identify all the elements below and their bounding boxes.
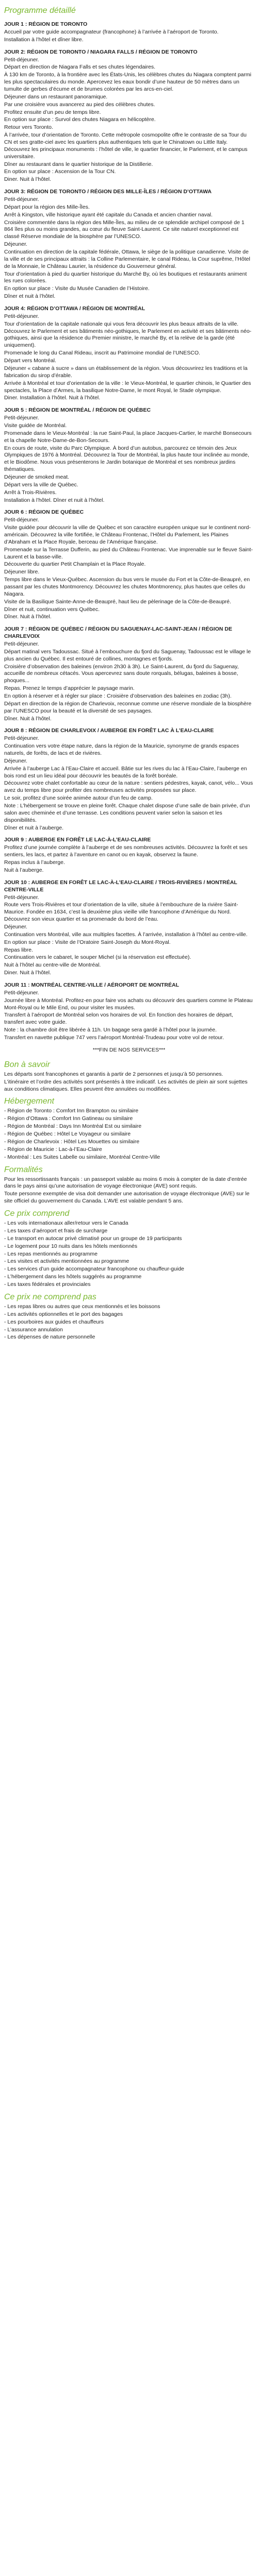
bon-a-savoir-body [4,1071,254,1093]
list-item: - Le transport en autocar privé climatisé pour un groupe de 19 participants [4,1235,254,1243]
day-paragraph: Repas. Prenez le temps d’apprécier le paysage marin. [4,685,135,692]
day-paragraph: Départ matinal vers Tadoussac. Situé à l’embouchure du fjord du Saguenay, Tadoussac est le village le plus ancien du Québec. Il est entouré de collines, montagnes et fjords. [4,648,251,662]
day-paragraph: Profitez d’une journée complète à l’auberge et de ses nombreuses activités. Découvrez la forêt et ses sentiers, les lacs, et partez à l’aventure en canot ou en kayak, observez la faune. [4,844,248,858]
hebergement-title: Hébergement [4,1097,54,1106]
day-paragraph: Installation à l’hôtel. Dîner et nuit à l’hôtel. [4,497,105,503]
list-item: - Région de Toronto : Comfort Inn Brampton ou similaire [4,1108,254,1115]
day-paragraph: Déjeuner. [4,757,27,764]
list-item: - Région de Charlevoix : Hôtel Les Mouettes ou similaire [4,1139,254,1146]
bon-a-savoir-title: Bon à savoir [4,1060,50,1069]
day-paragraph: Continuation vers Montréal, ville aux multiples facettes. À l’arrivée, installation à l’hôtel au centre-ville. [4,931,248,938]
list-item: - Les repas libres ou autres que ceux mentionnés et les boissons [4,1303,254,1311]
day-paragraph: Déjeuner. [4,241,27,248]
day-paragraph: Tour d’orientation de la capitale nationale qui vous fera découvrir les plus beaux attraits de la ville. Découvrez le Parlement et ses bâtiments néo-gothiques, le Parlement en activité et ses bâtiments néo-gothiques, ainsi que la résidence du Premier ministre, le marché By, et la relève de la garde (été uniquement). [4,320,252,349]
programme-title: Programme détaillé [4,6,76,15]
formalites-body [4,1176,254,1205]
day-paragraph: Installation à l’hôtel et dîner libre. [4,36,84,43]
day-paragraph: Petit-déjeuner. [4,894,39,901]
day-paragraph: Nuit à l’hôtel au centre-ville de Montréal. [4,962,101,969]
list-item: - Région de Montréal : Days Inn Montréal Est ou similaire [4,1123,254,1130]
list-item: - Région d’Ottawa : Comfort Inn Gatineau ou similaire [4,1115,254,1123]
day-title: JOUR 7 : RÉGION DE QUÉBEC / RÉGION DU SAGUENAY-LAC-SAINT-JEAN / RÉGION DE CHARLEVOIX [4,626,232,640]
day-paragraph: Dîner et nuit à l’hôtel. [4,293,56,300]
day-paragraph: Diner. Installation à l’hôtel. Nuit à l’hôtel. [4,395,101,401]
day-paragraph: Note : L’hébergement se trouve en pleine forêt. Chaque chalet dispose d’une salle de bain privée, d’un salon avec cheminée et d’une terrasse. Les conditions peuvent varier selon la saison et les disponibilités. [4,803,250,823]
prix-ne-comprend-pas-title: Ce prix ne comprend pas [4,1292,96,1301]
list-item: - Les visites et activités mentionnées au programme [4,1258,254,1265]
day-paragraph: Petit-déjeuner. [4,56,39,63]
day-paragraph: Découvrez votre chalet confortable au cœur de la nature : sentiers pédestres, kayak, canot, vélo... Vous avez du temps libre pour profiter des nombreuses activités proposées sur place. [4,780,253,794]
day-paragraph: Visite guidée de Montréal. [4,422,67,429]
hebergement-list [4,1108,254,1161]
day-paragraph: Journée libre à Montréal. Profitez-en pour faire vos achats ou découvrir des quartiers comme le Plateau Mont-Royal ou le Mile End, ou pour visiter les musées. [4,997,253,1011]
day-paragraph: Promenade le long du Canal Rideau, inscrit au Patrimoine mondial de l’UNESCO. [4,350,200,357]
day-title: JOUR 11 : MONTRÉAL CENTRE-VILLE / AÉROPORT DE MONTRÉAL [4,981,179,988]
list-item: - Région de Mauricie : Lac-à-l’Eau-Claire [4,1146,254,1154]
list-item: - Les services d’un guide accompagnateur francophone ou chauffeur-guide [4,1266,254,1273]
formalites-title: Formalités [4,1165,43,1174]
list-item: - Le logement pour 10 nuits dans les hôtels mentionnés [4,1243,254,1250]
day-paragraph: Croisière commentée dans la région des Mille-Îles, au milieu de ce splendide archipel composé de 1 864 îles plus ou moins grandes, au cœur du fleuve Saint-Laurent. Ce site naturel exceptionnel est classé Réserve mondiale de la biosphère par l’UNESCO. [4,219,245,240]
day-paragraph: En option sur place : Visite du Musée Canadien de l’Histoire. [4,285,150,292]
day-paragraph: Diner. Nuit à l’hôtel. [4,176,52,183]
day-paragraph: Petit-déjeuner. [4,517,39,523]
day-paragraph: Nuit à l’auberge. [4,867,44,873]
day-paragraph: Dîner. Nuit à l’hôtel. [4,614,52,620]
day-paragraph: Transfert en navette publique 747 vers l’aéroport Montréal-Trudeau pour votre vol de retour. [4,1034,224,1041]
day-title: JOUR 3: RÉGION DE TORONTO / RÉGION DES MILLE-ÎLES / RÉGION D’OTTAWA [4,189,212,195]
day-paragraph: Accueil par votre guide accompagnateur (francophone) à l’arrivée à l’aéroport de Toronto. [4,28,219,35]
list-item: - Les pourboires aux guides et chauffeurs [4,1319,254,1326]
day-paragraph: Départ pour la région des Mille-Îles. [4,204,90,210]
list-item: - Les activités optionnelles et le port des bagages [4,1311,254,1318]
day-paragraph: Continuation en direction de la capitale fédérale, Ottawa, le siège de la politique canadienne. Visite de la ville et de ses principaux attraits : la Colline Parlementaire, le canal Rideau, la Cour suprême, l’Hôtel de la Monnaie, le Château Laurier, la résidence du Gouverneur général. [4,249,250,269]
day-paragraph: Transfert à l’aéroport de Montréal selon vos horaires de vol. En fonction des horaires de départ, transfert avec votre guide. [4,1012,233,1026]
day-paragraph: Petit-déjeuner. [4,415,39,421]
day-paragraph: Route vers Trois-Rivières et tour d’orientation de la ville, située à l’embouchure de la rivière Saint-Maurice. Fondée en 1634, c’est la deuxième plus vieille ville francophone d’Amérique du Nord. Découvrez son vieux quartier et sa promenade du bord de l’eau. [4,902,238,923]
list-item: - Les repas mentionnés au programme [4,1251,254,1258]
day-paragraph: Petit-déjeuner. [4,313,39,319]
day-paragraph: Diner. Nuit à l’hôtel. [4,970,52,976]
day-paragraph: Promenade dans le Vieux-Montréal : la rue Saint-Paul, la place Jacques-Cartier, le marché Bonsecours et la chapelle Notre-Dame-de-Bon-Secours. [4,430,252,444]
day-paragraph: Déjeuner « cabane à sucre » dans un établissement de la région. Vous découvrirez les traditions et la fabrication du sirop d’érable. [4,365,248,379]
day-paragraph: Tour d’orientation à pied du quartier historique du Marché By, où les boutiques et restaurants animent les rues colorées. [4,270,247,284]
programme-days [4,21,254,1042]
day-paragraph: Petit-déjeuner. [4,989,39,996]
paragraph: L’itinéraire et l’ordre des activités sont présentés à titre indicatif. Les activités de plein air sont sujettes aux conditions climatiques. Elles peuvent être annulées ou modifiées. [4,1078,248,1092]
day-paragraph: Petit-déjeuner. [4,641,39,647]
day-paragraph: Départ vers Montréal. [4,358,56,364]
day-paragraph: À l’arrivée, tour d’orientation de Toronto. Cette métropole cosmopolite offre le contraste de sa Tour du CN et ses gratte-ciel avec les quartiers plus authentiques tels que le Chinatown ou Little Italy. Découvrez les principaux monuments : l’hôtel de ville, le quartier financier, le Parlement, et le campus universitaire. [4,132,248,160]
day-paragraph: Dîner au restaurant dans le quartier historique de la Distillerie. [4,161,153,167]
list-item: - L’hébergement dans les hôtels suggérés au programme [4,1274,254,1281]
day-paragraph: Arrêt à Kingston, ville historique ayant été capitale du Canada et ancien chantier naval. [4,211,213,218]
day-paragraph: Arrivée à l’auberge Lac à l’Eau-Claire et accueil. Bâtie sur les rives du lac à l’Eau-Claire, l’auberge en bois rond est un lieu idéal pour découvrir les beautés de la forêt boréale. [4,765,247,779]
day-title: JOUR 4: RÉGION D’OTTAWA / RÉGION DE MONTRÉAL [4,306,146,312]
day-paragraph: Retour vers Toronto. [4,124,53,131]
list-item: - L’assurance annulation [4,1327,254,1334]
day-paragraph: Petit-déjeuner. [4,196,39,203]
day-paragraph: Découverte du quartier Petit Champlain et la Place Royale. [4,561,146,568]
day-title: JOUR 8 : RÉGION DE CHARLEVOIX / AUBERGE EN FORÊT LAC À L’EAU-CLAIRE [4,727,214,734]
prix-ne-comprend-pas-list [4,1303,254,1341]
day-paragraph: En option à réserver et à régler sur place : Croisière d’observation des baleines en zodiac (3h). [4,693,232,700]
day-paragraph: Déjeuner. [4,923,27,930]
day-paragraph: Déjeuner libre. [4,569,40,575]
list-item: - Les taxes fédérales et provinciales [4,1281,254,1289]
day-paragraph: Départ vers la ville de Québec. [4,481,78,488]
day-paragraph: Continuation vers le cabaret, le souper Michel (si la réservation est effectuée). [4,954,191,961]
prix-comprend-list [4,1220,254,1289]
day-paragraph: Repas inclus à l’auberge. [4,859,65,866]
day-paragraph: En cours de route, visite du Parc Olympique. À bord d’un autobus, parcourez ce témoin des Jeux Olympiques de 1976 à Montréal. Découvrez la Tour de Montréal, la plus haute tour inclinée au monde, et le Biodôme. Nous vous présenterons le Jardin botanique de Montréal et ses nombreux jardins thématiques. [4,445,249,473]
day-paragraph: Continuation vers votre étape nature, dans la région de la Mauricie, synonyme de grands espaces naturels, de forêts, de lacs et de rivières. [4,743,239,757]
day-paragraph: À 130 km de Toronto, à la frontière avec les États-Unis, les célèbres chutes du Niagara comptent parmi les plus spectaculaires du monde. Apercevez les eaux bondir d’une hauteur de 50 mètres dans un tumulte de gerbes d’écume et de brumes colorées par les arcs-en-ciel. [4,72,251,92]
day-title: JOUR 6 : RÉGION DE QUÉBEC [4,509,84,516]
day-paragraph: Dîner et nuit à l’auberge. [4,824,63,831]
day-paragraph: Petit-déjeuner. [4,735,39,742]
day-paragraph: Note : la chambre doit être libérée à 11h. Un bagage sera gardé à l’hôtel pour la journée. [4,1027,217,1033]
day-title: JOUR 5 : RÉGION DE MONTRÉAL / RÉGION DE QUÉBEC [4,407,151,414]
day-title: JOUR 2: RÉGION DE TORONTO / NIAGARA FALLS / RÉGION DE TORONTO [4,48,198,55]
day-paragraph: Par une croisière vous avancerez au pied des célèbres chutes. [4,101,155,108]
day-paragraph: Le soir, profitez d’une soirée animée autour d’un feu de camp. [4,795,153,802]
paragraph: Les départs sont francophones et garantis à partir de 2 personnes et jusqu’à 50 personnes. [4,1071,223,1077]
list-item: - Les dépenses de nature personnelle [4,1334,254,1341]
day-paragraph: En option sur place : Survol des chutes Niagara en hélicoptère. [4,116,156,123]
end-of-services: ***FIN DE NOS SERVICES*** [92,1046,166,1053]
day-paragraph: En option sur place : Ascension de la Tour CN. [4,168,116,175]
list-item: - Montréal : Les Suites Labelle ou similaire, Montréal Centre-Ville [4,1154,254,1161]
day-paragraph: Dîner et nuit, continuation vers Québec. [4,606,100,613]
prix-comprend-title: Ce prix comprend [4,1209,70,1218]
list-item: - Les vols internationaux aller/retour vers le Canada [4,1220,254,1227]
day-paragraph: Visite guidée pour découvrir la ville de Québec et son caractère européen unique sur le continent nord-américain. Découvrez la ville fortifiée, le Château Frontenac, l’Hôtel du Parlement, les Plaines d’Abraham et la Place Royale, berceau de l’Amérique française. [4,524,251,545]
list-item: - Les taxes d’aéroport et frais de surcharge [4,1228,254,1235]
day-paragraph: Dîner. Nuit à l’hôtel. [4,715,52,722]
day-paragraph: Croisière d’observation des baleines (environ 2h30 à 3h). Le Saint-Laurent, du fjord du Saguenay, accueille de nombreux cétacés. Vous apercevrez sans doute rorquals, bélugas, baleines à bosse, phoques... [4,663,239,684]
day-title: JOUR 9 : AUBERGE EN FORÊT LE LAC-À-L’EAU-CLAIRE [4,837,151,843]
day-paragraph: Repas libre. [4,946,34,953]
paragraph: Toute personne exemptée de visa doit demander une autorisation de voyage électronique (AVE) sur le site officiel du gouvernement du Canada. L’AVE est valable pendant 5 ans. [4,1191,250,1205]
day-paragraph: Déjeuner dans un restaurant panoramique. [4,93,108,100]
day-paragraph: Temps libre dans le Vieux-Québec. Ascension du bus vers le musée du Fort et la Côte-de-Beaupré, en passant par les chutes Montmorency. Découvrez les chutes Montmorency, plus hautes que celles du Niagara. [4,577,250,597]
day-paragraph: Déjeuner de smoked meat. [4,473,70,480]
day-paragraph: Arrivée à Montréal et tour d’orientation de la ville : le Vieux-Montréal, le quartier chinois, le Quartier des spectacles, la Place d’Armes, la basilique Notre-Dame, le mont Royal, le Stade olympique. [4,380,251,394]
paragraph: Pour les ressortissants français : un passeport valable au moins 6 mois à compter de la date d’entrée dans le pays ainsi qu’une autorisation de voyage électronique (AVE) sont requis. [4,1176,247,1190]
day-paragraph: En option sur place : Visite de l’Oratoire Saint-Joseph du Mont-Royal. [4,939,171,945]
day-paragraph: Départ en direction de Niagara Falls et ses chutes légendaires. [4,64,155,71]
list-item: - Région de Québec : Hôtel Le Voyageur ou similaire [4,1131,254,1138]
day-title: JOUR 10 : AUBERGE EN FORÊT LE LAC-À-L’EAU-CLAIRE / TROIS-RIVIÈRES / MONTRÉAL CENTRE-VILLE [4,879,237,893]
day-paragraph: Arrêt à Trois-Rivières. [4,489,57,496]
day-paragraph: Visite de la Basilique Sainte-Anne-de-Beaupré, haut lieu de pèlerinage de la Côte-de-Beaupré. [4,598,231,605]
day-paragraph: Départ en direction de la région de Charlevoix, reconnue comme une réserve mondiale de la biosphère par l’UNESCO pour la beauté et la diversité de ses paysages. [4,700,252,714]
day-title: JOUR 1 : RÉGION DE TORONTO [4,21,88,28]
day-paragraph: Profitez ensuite d’un peu de temps libre. [4,109,101,115]
day-paragraph: Promenade sur la Terrasse Dufferin, au pied du Château Frontenac. Vue imprenable sur le fleuve Saint-Laurent et la basse-ville. [4,546,253,560]
